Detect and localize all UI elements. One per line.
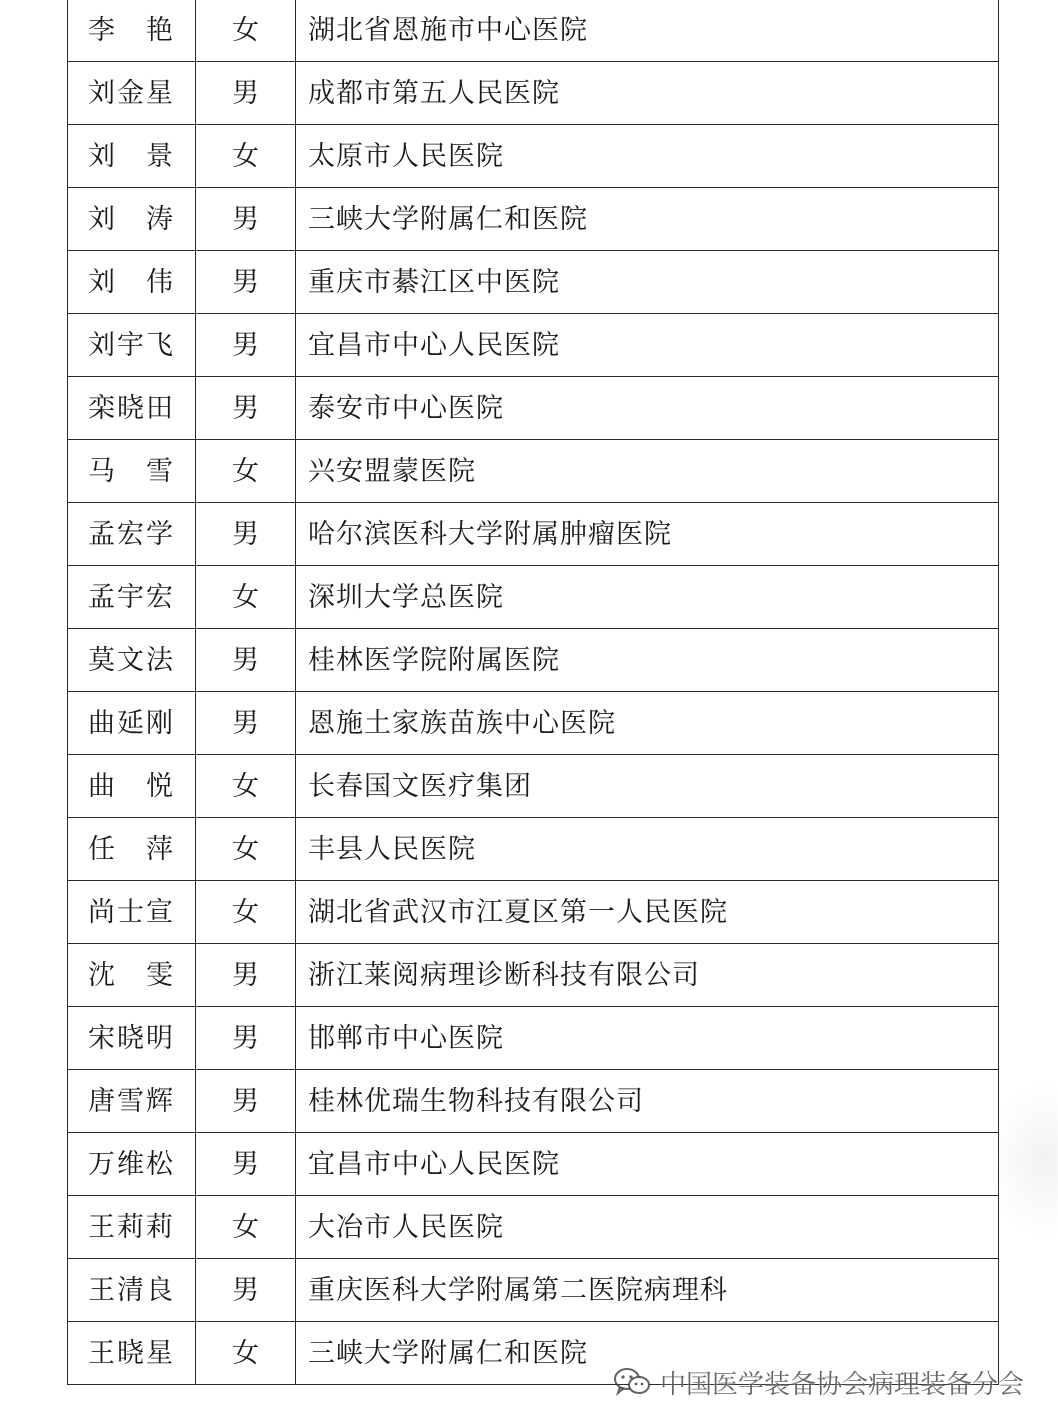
- member-gender: 女: [196, 1322, 296, 1385]
- member-gender: 女: [196, 0, 296, 62]
- member-name: 刘宇飞: [68, 314, 196, 377]
- member-gender: 男: [196, 1007, 296, 1070]
- table-row: [68, 629, 999, 692]
- member-name: 任 萍: [68, 818, 196, 881]
- member-organization: 湖北省恩施市中心医院: [296, 0, 999, 62]
- member-organization: 三峡大学附属仁和医院: [296, 188, 999, 251]
- member-name: 刘 景: [68, 125, 196, 188]
- member-name: 宋晓明: [68, 1007, 196, 1070]
- member-gender: 女: [196, 440, 296, 503]
- member-gender: 女: [196, 818, 296, 881]
- member-organization: 宜昌市中心人民医院: [296, 314, 999, 377]
- table-row: [68, 1196, 999, 1259]
- member-organization: 桂林医学院附属医院: [296, 629, 999, 692]
- member-organization: 湖北省武汉市江夏区第一人民医院: [296, 881, 999, 944]
- member-table: [67, 0, 999, 1385]
- member-name: 孟宏学: [68, 503, 196, 566]
- member-name: 刘 伟: [68, 251, 196, 314]
- table-row: [68, 818, 999, 881]
- member-organization: 泰安市中心医院: [296, 377, 999, 440]
- member-organization: 宜昌市中心人民医院: [296, 1133, 999, 1196]
- table-row: [68, 755, 999, 818]
- member-organization: 恩施土家族苗族中心医院: [296, 692, 999, 755]
- table-row: [68, 314, 999, 377]
- member-organization: 兴安盟蒙医院: [296, 440, 999, 503]
- member-name: 王清良: [68, 1259, 196, 1322]
- member-organization: 长春国文医疗集团: [296, 755, 999, 818]
- member-gender: 男: [196, 692, 296, 755]
- member-gender: 男: [196, 944, 296, 1007]
- table-row: [68, 125, 999, 188]
- member-name: 刘 涛: [68, 188, 196, 251]
- member-gender: 女: [196, 755, 296, 818]
- member-gender: 女: [196, 881, 296, 944]
- member-organization: 重庆市綦江区中医院: [296, 251, 999, 314]
- member-name: 马 雪: [68, 440, 196, 503]
- member-name: 栾晓田: [68, 377, 196, 440]
- member-gender: 男: [196, 62, 296, 125]
- table-row: [68, 188, 999, 251]
- member-organization: 成都市第五人民医院: [296, 62, 999, 125]
- member-name: 曲 悦: [68, 755, 196, 818]
- table-row: [68, 944, 999, 1007]
- wechat-icon: [612, 1366, 652, 1398]
- member-gender: 男: [196, 503, 296, 566]
- table-row: [68, 1133, 999, 1196]
- member-organization: 哈尔滨医科大学附属肿瘤医院: [296, 503, 999, 566]
- member-organization: 丰县人民医院: [296, 818, 999, 881]
- table-row: [68, 692, 999, 755]
- member-name: 刘金星: [68, 62, 196, 125]
- member-name: 万维松: [68, 1133, 196, 1196]
- member-gender: 男: [196, 629, 296, 692]
- table-row: [68, 1259, 999, 1322]
- member-organization: 大冶市人民医院: [296, 1196, 999, 1259]
- table-row: [68, 566, 999, 629]
- member-gender: 男: [196, 377, 296, 440]
- member-gender: 男: [196, 1070, 296, 1133]
- member-name: 莫文法: [68, 629, 196, 692]
- table-row: [68, 251, 999, 314]
- table-row: [68, 62, 999, 125]
- member-name: 王晓星: [68, 1322, 196, 1385]
- member-name: 王莉莉: [68, 1196, 196, 1259]
- table-row: [68, 377, 999, 440]
- member-organization: 邯郸市中心医院: [296, 1007, 999, 1070]
- table-row: [68, 881, 999, 944]
- table-row: [68, 503, 999, 566]
- member-name: 孟宇宏: [68, 566, 196, 629]
- member-gender: 女: [196, 125, 296, 188]
- table-row: [68, 1070, 999, 1133]
- member-organization: 深圳大学总医院: [296, 566, 999, 629]
- member-name: 沈 雯: [68, 944, 196, 1007]
- source-watermark: [612, 1362, 1024, 1402]
- member-organization: 桂林优瑞生物科技有限公司: [296, 1070, 999, 1133]
- member-gender: 男: [196, 314, 296, 377]
- member-gender: 男: [196, 251, 296, 314]
- member-organization: 三峡大学附属仁和医院: [296, 1322, 999, 1385]
- member-gender: 女: [196, 1196, 296, 1259]
- member-gender: 男: [196, 1259, 296, 1322]
- watermark-text: 中国医学装备协会病理装备分会: [659, 1369, 1024, 1400]
- member-gender: 男: [196, 188, 296, 251]
- member-organization: 重庆医科大学附属第二医院病理科: [296, 1259, 999, 1322]
- member-organization: 浙江莱阅病理诊断科技有限公司: [296, 944, 999, 1007]
- member-table-body: [68, 0, 999, 1385]
- member-gender: 女: [196, 566, 296, 629]
- table-row: [68, 0, 999, 62]
- member-name: 曲延刚: [68, 692, 196, 755]
- member-organization: 太原市人民医院: [296, 125, 999, 188]
- member-name: 尚士宣: [68, 881, 196, 944]
- table-row: [68, 1007, 999, 1070]
- member-name: 唐雪辉: [68, 1070, 196, 1133]
- table-row: [68, 440, 999, 503]
- member-name: 李 艳: [68, 0, 196, 62]
- member-gender: 男: [196, 1133, 296, 1196]
